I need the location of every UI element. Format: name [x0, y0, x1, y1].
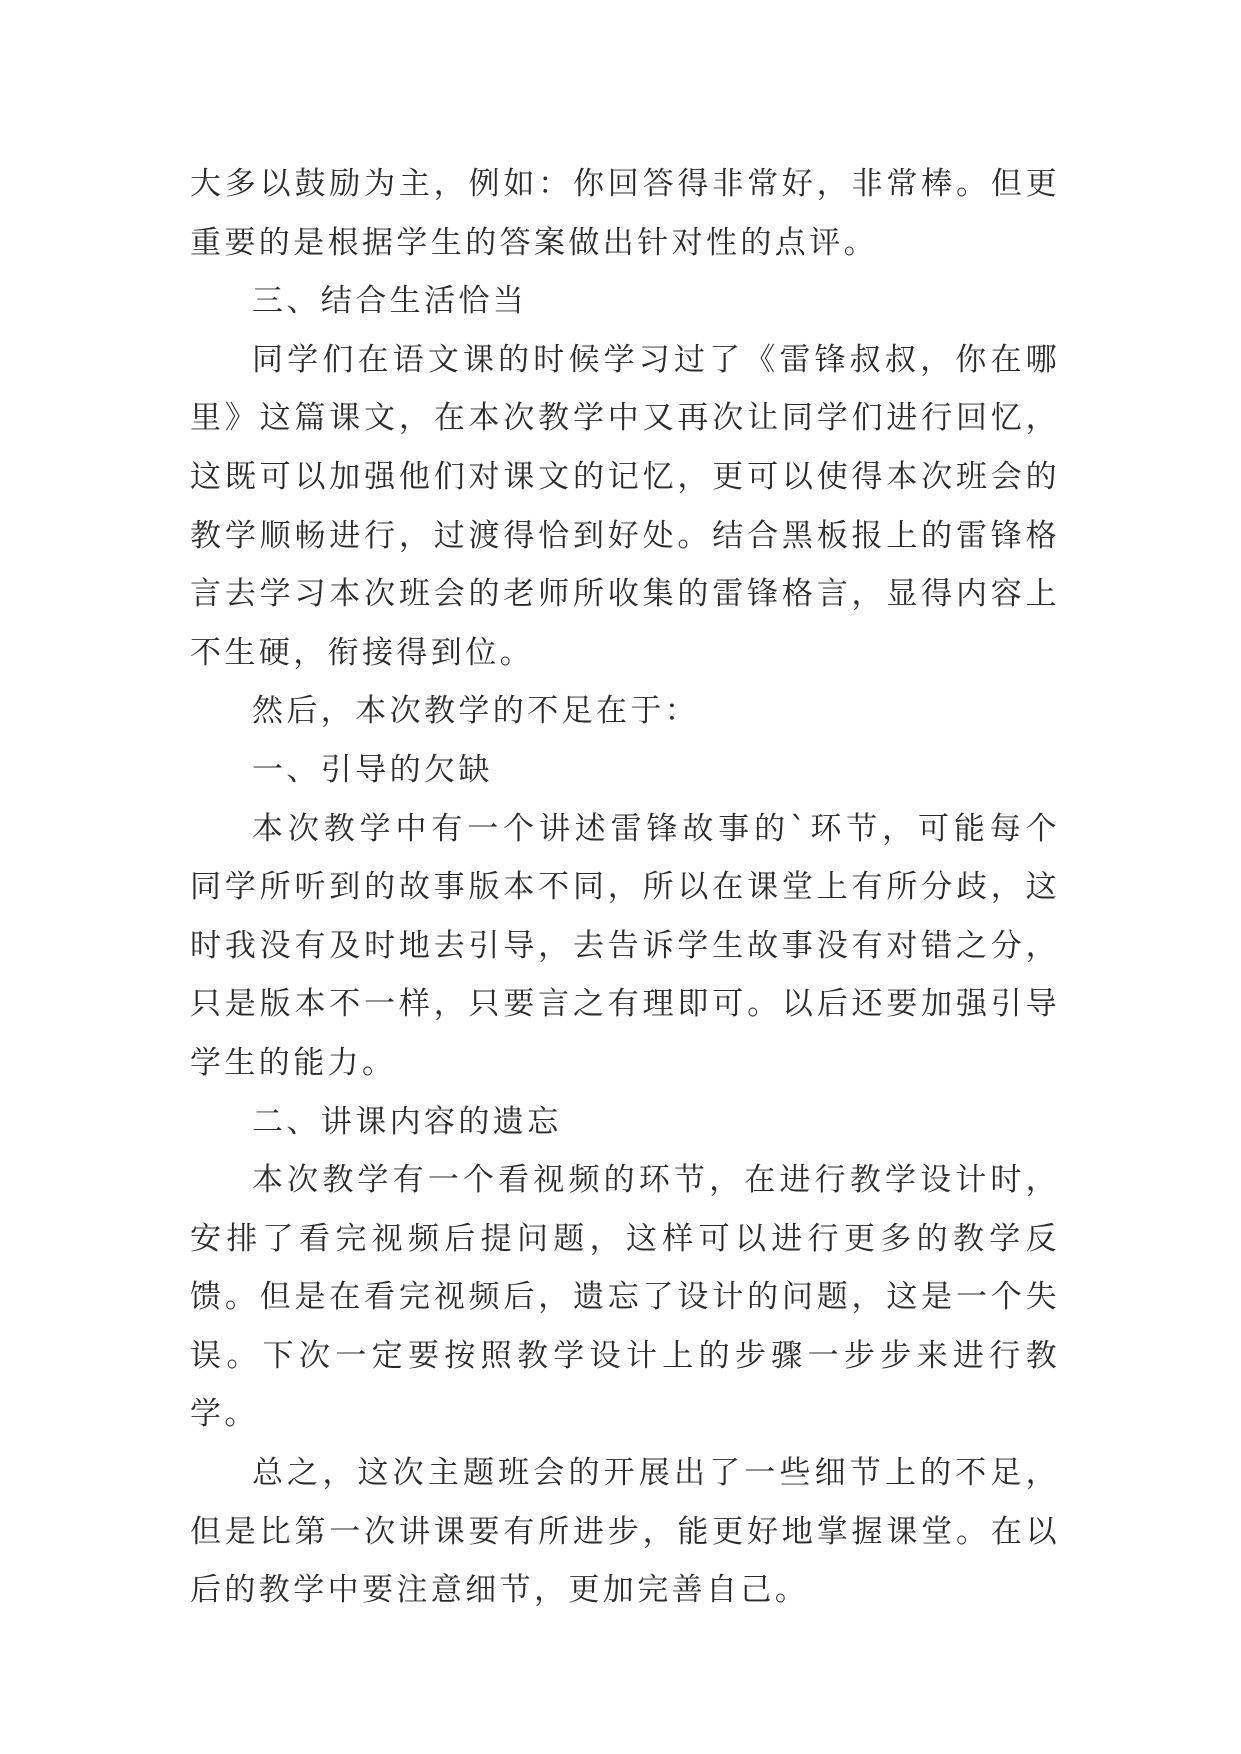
paragraph-lei-feng-lesson: 同学们在语文课的时候学习过了《雷锋叔叔，你在哪里》这篇课文，在本次教学中又再次让同学们进行回忆，这既可以加强他们对课文的记忆，更可以使得本次班会的教学顺畅进行，过渡得恰到好处。结合黑板报上的雷锋格言去学习本次班会的老师所收集的雷锋格言，显得内容上不生硬，衔接得到位。 [190, 341, 1060, 671]
section-heading-1: 一、引导的欠缺 [252, 751, 493, 788]
section-heading-2: 二、讲课内容的遗忘 [252, 1103, 562, 1140]
paragraph-video: 本次教学有一个看视频的环节，在进行教学设计时，安排了看完视频后提问题，这样可以进行更多的教学反馈。但是在看完视频后，遗忘了设计的问题，这是一个失误。下次一定要按照教学设计上的步骤一步步来进行教学。 [190, 1162, 1060, 1433]
paragraph-summary: 总之，这次主题班会的开展出了一些细节上的不足，但是比第一次讲课要有所进步，能更好地掌握课堂。在以后的教学中要注意细节，更加完善自己。 [190, 1455, 1060, 1609]
section-heading-3: 三、结合生活恰当 [252, 283, 528, 320]
paragraph-shortcomings-intro: 然后，本次教学的不足在于： [252, 693, 700, 730]
paragraph-continuation: 大多以鼓励为主，例如：你回答得非常好，非常棒。但更重要的是根据学生的答案做出针对性的点评。 [190, 166, 1060, 261]
paragraph-guidance: 本次教学中有一个讲述雷锋故事的`环节，可能每个同学所听到的故事版本不同，所以在课堂上有所分歧，这时我没有及时地去引导，去告诉学生故事没有对错之分，只是版本不一样，只要言之有理即可。以后还要加强引导学生的能力。 [190, 810, 1060, 1081]
document-body [190, 155, 1060, 1620]
